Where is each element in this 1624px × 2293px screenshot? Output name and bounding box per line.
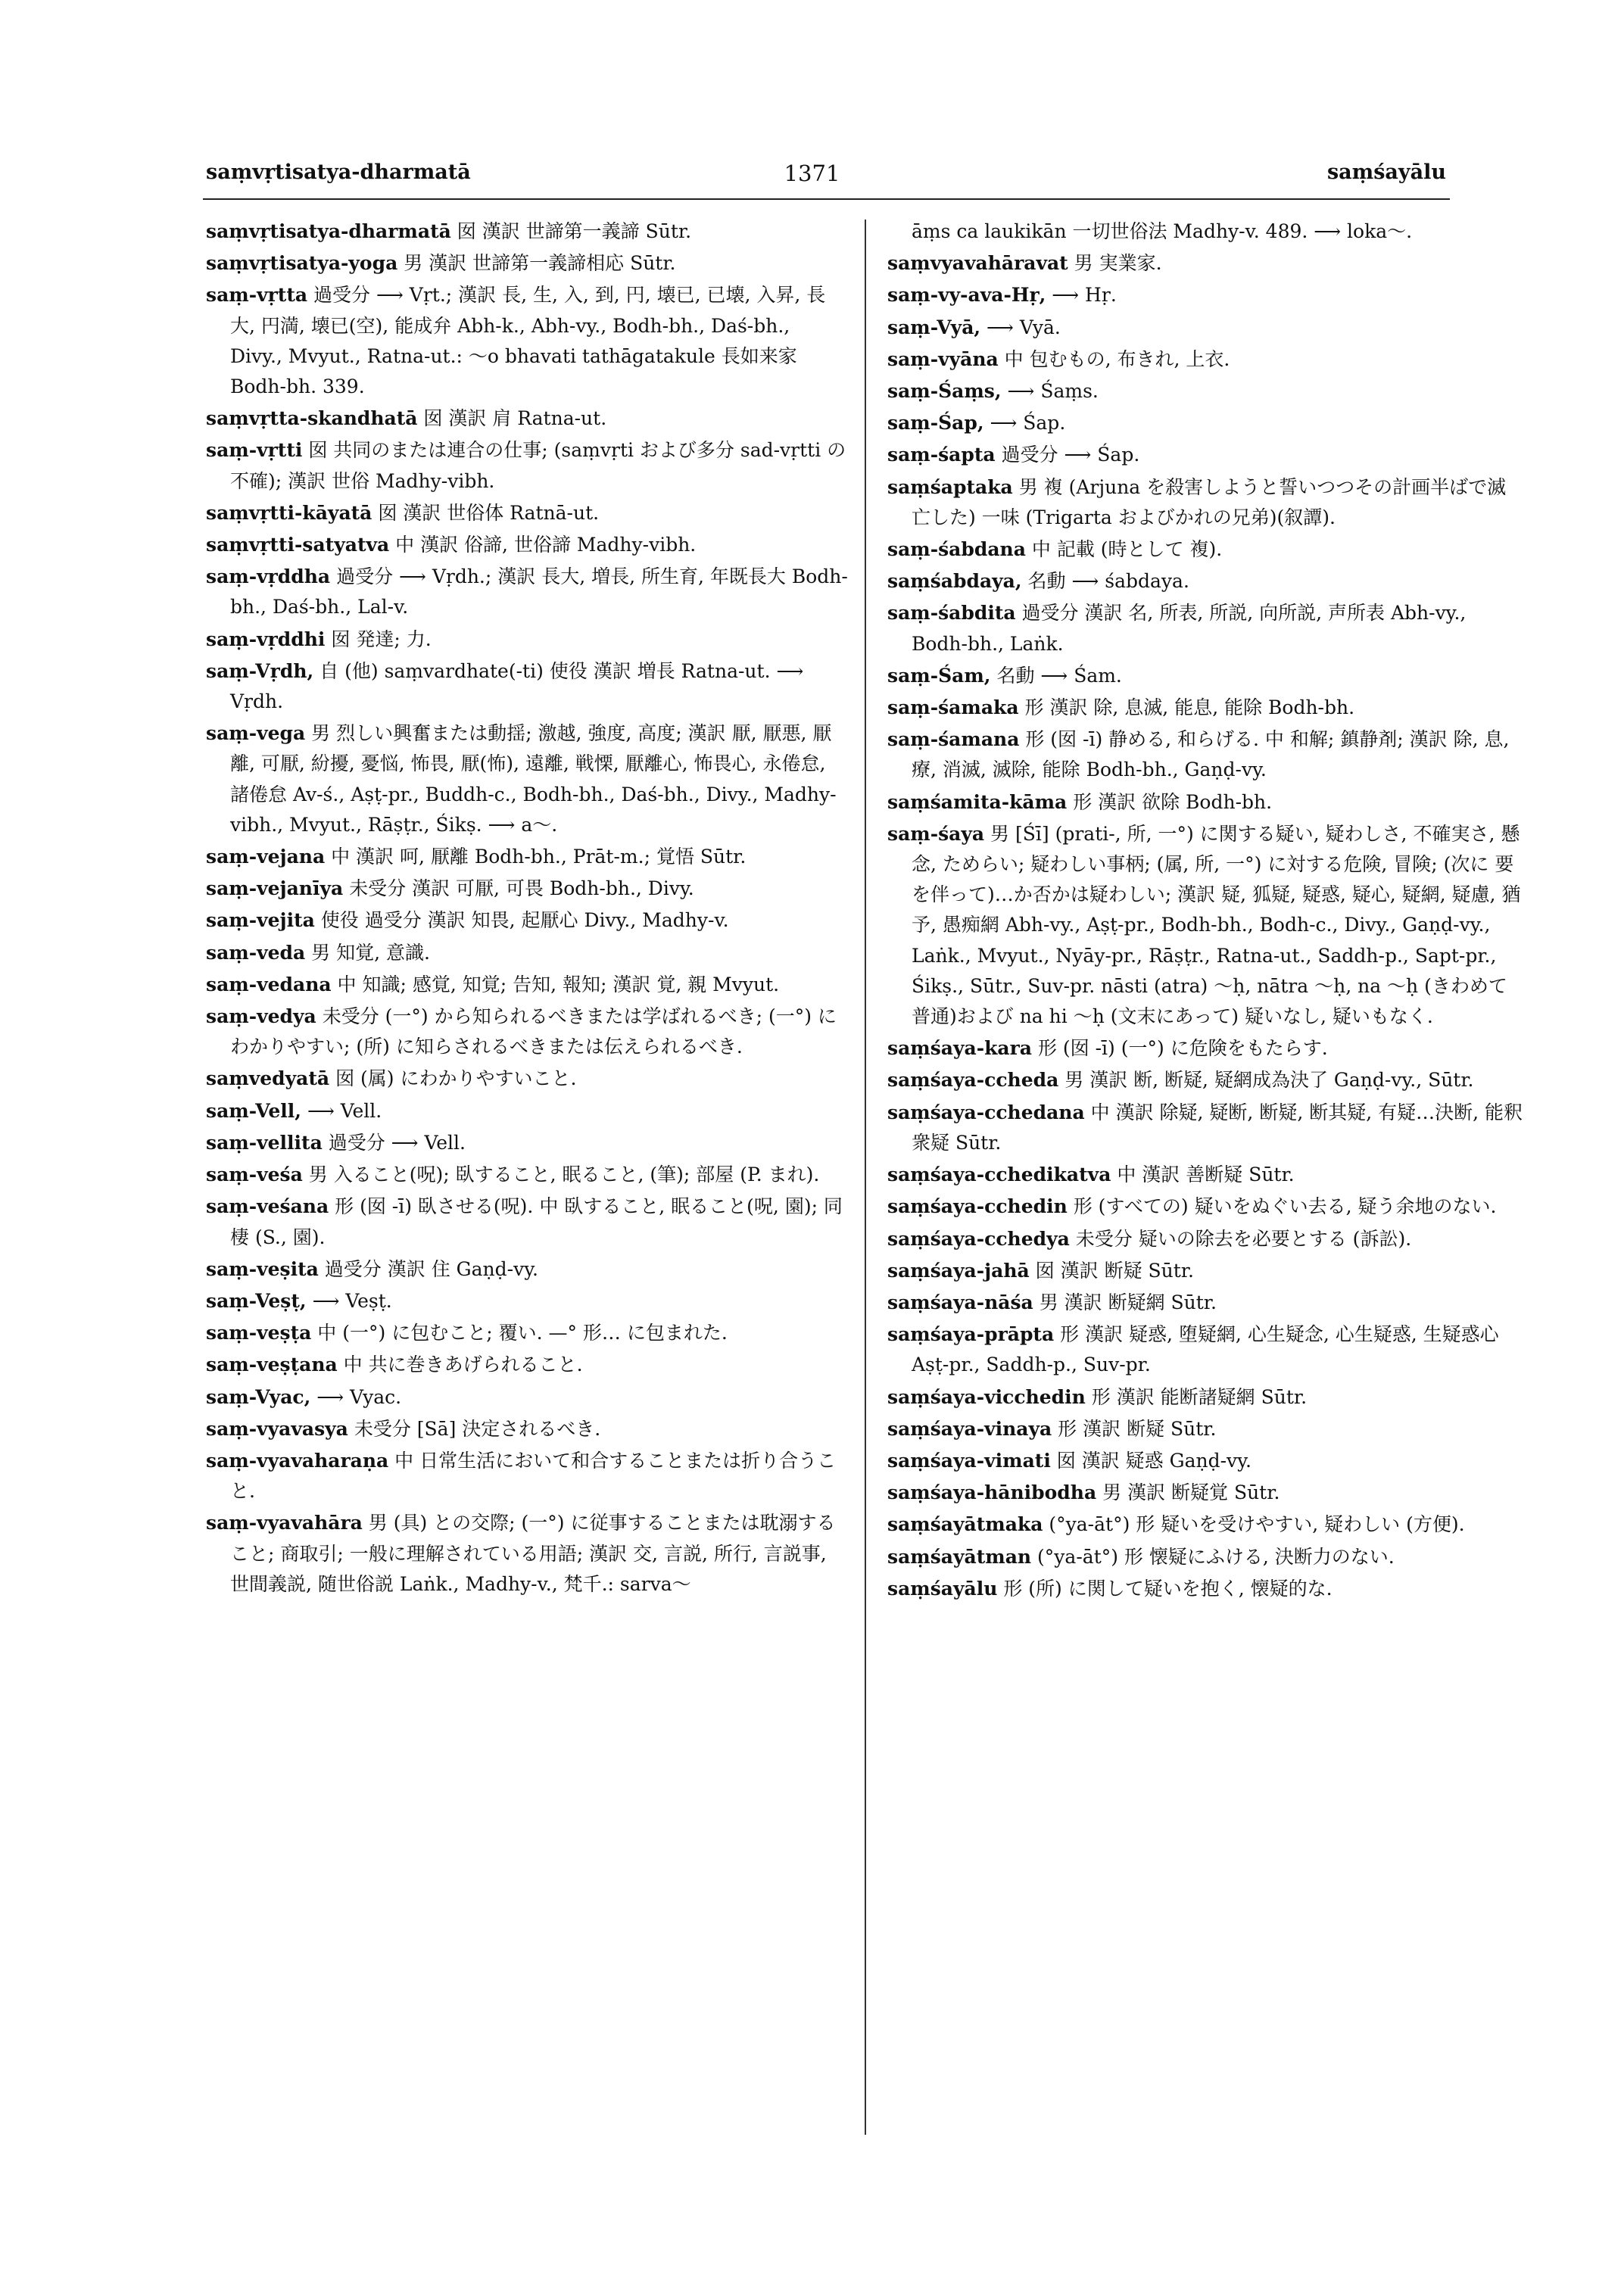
entry-headword: saṃśayālu	[887, 1577, 998, 1600]
entry-headword: saṃśaya-vinaya	[887, 1417, 1052, 1440]
dictionary-entry	[887, 248, 1523, 279]
dictionary-entry	[206, 1160, 848, 1190]
dictionary-entry	[887, 408, 1523, 438]
entry-headword: saṃśaya-cchedin	[887, 1195, 1068, 1218]
entry-definition: 形 漢訳 除, 息滅, 能息, 能除 Bodh-bh.	[1018, 696, 1355, 719]
entry-definition: 形 (所) に関して疑いを抱く, 懐疑的な.	[997, 1577, 1333, 1600]
dictionary-entry	[887, 1319, 1523, 1380]
dictionary-entry	[206, 435, 848, 496]
entry-definition: 囡 漢訳 断疑 Sūtr.	[1029, 1259, 1194, 1282]
entry-definition: 囡 共同のまたは連合の仕事; (saṃvṛti および多分 sad-vṛtti の 不確); 漢訳 世俗 Madhy-vibh.	[230, 439, 846, 492]
entry-definition: 男 実業家.	[1068, 252, 1162, 275]
entry-definition: 男 複 (Arjuna を殺害しようと誓いつつその計画半ばで滅亡した) 一味 (Trigarta およびかれの兄弟)(叙譚).	[912, 475, 1507, 528]
entry-headword: saṃvṛtta-skandhatā	[206, 407, 418, 430]
entry-headword: saṃ-Śam,	[887, 664, 991, 687]
entry-definition: 中 (一°) に包むこと; 覆い. —° 形… に包まれた.	[311, 1322, 728, 1344]
entry-headword: saṃ-vejita	[206, 909, 315, 932]
entry-definition: 男 烈しい興奮または動揺; 激越, 強度, 高度; 漢訳 厭, 厭悪, 厭離, 可厭, 紛擾, 憂悩, 怖畏, 厭(怖), 遠離, 戦慄, 厭離心, 怖畏心, 永倦怠, 諸倦怠 Av-ś., Aṣṭ-pr., Buddh-c., Bodh-bh., Daś-bh., Divy., Madhy-vibh., Mvyut., Rāṣṭr., Śikṣ. ⟶ a～.	[230, 722, 837, 836]
entry-headword: saṃśaya-nāśa	[887, 1291, 1033, 1313]
entry-headword: saṃ-veṣṭa	[206, 1322, 312, 1344]
dictionary-entry	[887, 787, 1523, 818]
dictionary-entry	[206, 1508, 848, 1600]
entry-headword: saṃ-veda	[206, 941, 306, 964]
entry-definition: 中 記載 (時として 複).	[1025, 538, 1223, 561]
entry-definition: 中 漢訳 俗諦, 世俗諦 Madhy-vibh.	[389, 534, 697, 556]
entry-definition: 形 漢訳 能断諸疑網 Sūtr.	[1085, 1385, 1308, 1408]
entry-headword: saṃśaya-vicchedin	[887, 1385, 1086, 1408]
entry-definition: 名動 ⟶ Śam.	[990, 664, 1122, 687]
dictionary-entry	[887, 313, 1523, 343]
entry-headword: saṃ-veṣṭana	[206, 1354, 338, 1376]
dictionary-entry	[887, 1192, 1523, 1222]
dictionary-entry	[206, 1192, 848, 1252]
entry-headword: saṃśabdaya,	[887, 570, 1022, 593]
entry-headword: saṃśaya-jahā	[887, 1259, 1030, 1282]
dictionary-entry	[887, 693, 1523, 723]
dictionary-entry	[887, 724, 1523, 785]
entry-definition: 中 共に巻きあげられること.	[337, 1354, 583, 1376]
entry-definition: 形 漢訳 疑惑, 堕疑網, 心生疑念, 心生疑惑, 生疑惑心 Aṣṭ-pr., Saddh-p., Suv-pr.	[912, 1323, 1499, 1376]
entry-definition: (°ya-āt°) 形 疑いを受けやすい, 疑わしい (方便).	[1043, 1513, 1465, 1536]
dictionary-entry	[887, 217, 1523, 247]
dictionary-entry	[206, 562, 848, 622]
entry-definition: ⟶ Vyac.	[310, 1385, 402, 1408]
dictionary-entry	[887, 819, 1523, 1032]
right-column	[887, 217, 1523, 1606]
dictionary-entry	[887, 1065, 1523, 1095]
entry-headword: saṃvṛtti-kāyatā	[206, 501, 372, 524]
entry-definition: 中 知識; 感覚, 知覚; 告知, 報知; 漢訳 覚, 親 Mvyut.	[331, 973, 780, 995]
dictionary-entry	[206, 403, 848, 434]
entry-headword: saṃ-veśa	[206, 1164, 303, 1186]
entry-headword: saṃśaya-cchedya	[887, 1227, 1070, 1250]
dictionary-entry	[887, 1478, 1523, 1508]
entry-headword: saṃ-Veṣṭ,	[206, 1289, 307, 1312]
entry-definition: 男 知覚, 意識.	[305, 941, 430, 964]
dictionary-entry	[887, 1509, 1523, 1540]
entry-headword: saṃśaptaka	[887, 475, 1013, 498]
entry-headword: saṃ-śapta	[887, 444, 996, 466]
entry-headword: saṃ-śamana	[887, 728, 1020, 751]
dictionary-entry	[887, 1414, 1523, 1444]
entry-definition: 中 漢訳 善断疑 Sūtr.	[1111, 1164, 1295, 1186]
dictionary-entry	[206, 1446, 848, 1506]
entry-headword: saṃ-śaya	[887, 822, 985, 845]
running-head-left: saṃvṛtisatya-dharmatā	[206, 160, 471, 184]
entry-definition: 囡 発達; 力.	[325, 628, 432, 650]
dictionary-entry	[206, 530, 848, 560]
header-rule	[203, 198, 1450, 200]
entry-headword: saṃśayātmaka	[887, 1513, 1043, 1536]
entry-definition: ⟶ Śap.	[983, 412, 1066, 435]
dictionary-entry	[887, 534, 1523, 565]
entry-headword: saṃśamita-kāma	[887, 790, 1068, 813]
entry-definition: 形 漢訳 断疑 Sūtr.	[1052, 1417, 1217, 1440]
dictionary-entry	[887, 1098, 1523, 1158]
entry-headword: saṃśaya-cchedana	[887, 1101, 1085, 1123]
dictionary-entry	[887, 661, 1523, 691]
dictionary-entry	[887, 1446, 1523, 1476]
entry-headword: saṃ-vejana	[206, 846, 326, 868]
dictionary-entry	[206, 1318, 848, 1348]
entry-definition: 中 漢訳 除疑, 疑断, 断疑, 断其疑, 有疑…決断, 能釈衆疑 Sūtr.	[912, 1101, 1523, 1154]
entry-headword: saṃ-vyāna	[887, 347, 999, 370]
entry-headword: saṃvedyatā	[206, 1067, 330, 1090]
entry-headword: saṃ-veśana	[206, 1195, 329, 1218]
entry-headword: saṃśaya-hānibodha	[887, 1481, 1097, 1504]
entry-headword: saṃ-śabdita	[887, 602, 1016, 625]
entry-definition: 過受分 漢訳 名, 所表, 所説, 向所説, 声所表 Abh-vy., Bodh-bh., Laṅk.	[912, 602, 1467, 655]
entry-definition: ⟶ Hṛ.	[1046, 284, 1117, 307]
entry-definition: 男 (具) との交際; (一°) に従事することまたは耽溺すること; 商取引; 一般に理解されている用語; 漢訳 交, 言説, 所行, 言説事, 世間義説, 随世俗説 Laṅk., Madhy-v., 梵千.: sarva～	[230, 1512, 836, 1595]
entry-definition: 過受分 ⟶ Vell.	[322, 1131, 466, 1154]
entry-definition: 未受分 (一°) から知られるべきまたは学ばれるべき; (一°) にわかりやすい; (所) に知らされるべきまたは伝えられるべき.	[230, 1005, 837, 1058]
dictionary-entry	[887, 1256, 1523, 1286]
dictionary-entry	[206, 1254, 848, 1285]
entry-headword: saṃvṛtisatya-dharmatā	[206, 220, 451, 242]
entry-headword: saṃ-vejanīya	[206, 877, 344, 900]
dictionary-entry	[206, 938, 848, 968]
entry-definition: 使役 過受分 漢訳 知畏, 起厭心 Divy., Madhy-v.	[314, 909, 729, 932]
entry-definition: 中 漢訳 呵, 厭離 Bodh-bh., Prāt-m.; 覚悟 Sūtr.	[325, 846, 747, 868]
entry-definition: 自 (他) saṃvardhate(-ti) 使役 漢訳 増長 Ratna-ut. ⟶ Vṛdh.	[230, 659, 804, 713]
dictionary-entry	[887, 1574, 1523, 1604]
entry-headword: saṃ-vyavahāra	[206, 1512, 363, 1534]
entry-definition: ⟶ Śaṃs.	[1001, 380, 1099, 403]
entry-headword: saṃśaya-ccheda	[887, 1069, 1059, 1092]
entry-definition: āṃs ca laukikān 一切世俗法 Madhy-v. 489. ⟶ loka～.	[912, 220, 1413, 242]
left-column	[206, 217, 848, 1601]
dictionary-entry	[887, 1160, 1523, 1190]
page-number: 1371	[784, 160, 840, 186]
entry-definition: 過受分 漢訳 住 Gaṇḍ-vy.	[318, 1257, 538, 1280]
entry-definition: 囡 漢訳 疑惑 Gaṇḍ-vy.	[1050, 1449, 1252, 1472]
dictionary-entry	[206, 280, 848, 402]
entry-definition: 男 漢訳 断, 断疑, 疑網成為決了 Gaṇḍ-vy., Sūtr.	[1058, 1069, 1474, 1092]
entry-definition: 囡 漢訳 世諦第一義諦 Sūtr.	[450, 220, 692, 242]
dictionary-entry	[206, 625, 848, 655]
dictionary-entry	[206, 905, 848, 936]
entry-definition: 過受分 ⟶ Vṛt.; 漢訳 長, 生, 入, 到, 円, 壊已, 已壊, 入昇, 長大, 円満, 壊已(空), 能成弁 Abh-k., Abh-vy., Bodh-bh., Daś-bh., Divy., Mvyut., Ratna-ut.: ～o bhavati tathāgatakule 長如来家 Bodh-bh. 339.	[230, 284, 826, 398]
dictionary-entry	[206, 1382, 848, 1413]
dictionary-entry	[206, 498, 848, 528]
dictionary-entry	[887, 344, 1523, 375]
entry-headword: saṃ-śamaka	[887, 696, 1019, 719]
entry-definition: 名動 ⟶ śabdaya.	[1021, 570, 1189, 593]
entry-definition: ⟶ Vell.	[301, 1099, 382, 1122]
entry-headword: saṃ-Śaṃs,	[887, 380, 1002, 403]
dictionary-entry	[887, 566, 1523, 597]
entry-headword: saṃśaya-kara	[887, 1037, 1032, 1060]
entry-headword: saṃ-vellita	[206, 1131, 323, 1154]
entry-definition: 男 漢訳 断疑覚 Sūtr.	[1096, 1481, 1280, 1504]
dictionary-entry	[206, 874, 848, 904]
dictionary-entry	[887, 280, 1523, 310]
entry-definition: (°ya-āt°) 形 懐疑にふける, 決断力のない.	[1031, 1545, 1395, 1568]
entry-headword: saṃśayātman	[887, 1545, 1032, 1568]
entry-definition: 過受分 ⟶ Śap.	[995, 444, 1140, 466]
dictionary-entry	[206, 1064, 848, 1094]
entry-definition: 形 漢訳 欲除 Bodh-bh.	[1067, 790, 1273, 813]
column-divider	[865, 220, 866, 2135]
dictionary-entry	[887, 1033, 1523, 1064]
dictionary-entry	[887, 376, 1523, 407]
entry-headword: saṃśaya-prāpta	[887, 1323, 1055, 1346]
entry-definition: 中 包むもの, 布きれ, 上衣.	[998, 347, 1230, 370]
entry-headword: saṃ-śabdana	[887, 538, 1026, 561]
entry-definition: 男 [Śī] (prati-, 所, 一°) に関する疑い, 疑わしさ, 不確実さ, 懸念, ためらい; 疑わしい事柄; (属, 所, 一°) に対する危険, 冒険; (次に 要を伴って)…か否かは疑わしい; 漢訳 疑, 狐疑, 疑惑, 疑心, 疑網, 疑慮, 猶予, 愚痴網 Abh-vy., Aṣṭ-pr., Bodh-bh., Bodh-c., Divy., Gaṇḍ-vy., Laṅk., Mvyut., Nyāy-pr., Rāṣṭr., Ratna-ut., Saddh-p., Sapt-pr., Śikṣ., Sūtr., Suv-pr. nāsti (atra) ～ḥ, nātra ～ḥ, na ～ḥ (きわめて普通)および na hi ～ḥ (文末にあって) 疑いなし, 疑いもなく.	[912, 822, 1521, 1028]
entry-definition: 未受分 疑いの除去を必要とする (訴訟).	[1069, 1227, 1412, 1250]
entry-headword: saṃ-Vṛdh,	[206, 659, 314, 682]
entry-definition: 形 (囡 -ī) (一°) に危険をもたらす.	[1032, 1037, 1328, 1060]
entry-headword: saṃ-vy-ava-Hṛ,	[887, 284, 1046, 307]
entry-headword: saṃvṛtti-satyatva	[206, 534, 390, 556]
entry-definition: ⟶ Veṣṭ.	[306, 1289, 392, 1312]
dictionary-entry	[206, 1002, 848, 1062]
entry-headword: saṃśaya-vimati	[887, 1449, 1051, 1472]
entry-headword: saṃ-Śap,	[887, 412, 984, 435]
entry-headword: saṃ-vyavaharaṇa	[206, 1449, 389, 1472]
dictionary-entry	[206, 1414, 848, 1444]
entry-headword: saṃvyavahāravat	[887, 252, 1068, 275]
dictionary-entry	[206, 1096, 848, 1126]
entry-definition: 囡 漢訳 肩 Ratna-ut.	[417, 407, 607, 430]
dictionary-entry	[206, 217, 848, 247]
entry-definition: 中 日常生活において和合することまたは折り合うこと.	[230, 1449, 837, 1503]
dictionary-entry	[887, 472, 1523, 533]
entry-headword: saṃ-vṛtta	[206, 284, 308, 307]
entry-definition: 男 漢訳 世諦第一義諦相応 Sūtr.	[397, 252, 676, 275]
entry-headword: saṃ-veṣita	[206, 1257, 319, 1280]
dictionary-entry	[887, 598, 1523, 659]
running-head-right: saṃśayālu	[1326, 160, 1446, 184]
entry-definition: 未受分 [Sā] 決定されるべき.	[348, 1417, 601, 1440]
entry-headword: saṃśaya-cchedikatva	[887, 1164, 1111, 1186]
entry-definition: 過受分 ⟶ Vṛdh.; 漢訳 長大, 増長, 所生育, 年既長大 Bodh-bh., Daś-bh., Lal-v.	[230, 565, 848, 618]
dictionary-entry	[206, 970, 848, 1000]
dictionary-entry	[206, 1350, 848, 1380]
dictionary-entry	[206, 248, 848, 279]
dictionary-entry	[887, 1382, 1523, 1413]
dictionary-entry	[206, 656, 848, 717]
entry-headword: saṃ-vṛddha	[206, 565, 331, 588]
entry-definition: 男 入ること(呪); 臥すること, 眠ること, (筆); 部屋 (P. まれ).	[302, 1164, 820, 1186]
entry-headword: saṃ-Vyac,	[206, 1385, 311, 1408]
entry-headword: saṃ-Vyā,	[887, 316, 981, 338]
entry-headword: saṃvṛtisatya-yoga	[206, 252, 398, 275]
dictionary-entry	[206, 1128, 848, 1158]
dictionary-entry	[887, 1288, 1523, 1318]
entry-headword: saṃ-vyavasya	[206, 1417, 348, 1440]
entry-headword: saṃ-vedana	[206, 973, 332, 995]
entry-headword: saṃ-vedya	[206, 1005, 316, 1028]
dictionary-entry	[206, 1286, 848, 1316]
entry-headword: saṃ-vṛtti	[206, 439, 303, 462]
entry-headword: saṃ-vega	[206, 722, 306, 745]
entry-definition: 形 (すべての) 疑いをぬぐい去る, 疑う余地のない.	[1067, 1195, 1497, 1218]
entry-headword: saṃ-Vell,	[206, 1099, 301, 1122]
entry-definition: 囡 (属) にわかりやすいこと.	[329, 1067, 577, 1090]
dictionary-entry	[206, 718, 848, 840]
dictionary-entry	[887, 1224, 1523, 1254]
dictionary-entry	[887, 440, 1523, 470]
entry-definition: 形 (囡 -ī) 臥させる(呪). 中 臥すること, 眠ること(呪, 園); 同棲 (S., 園).	[230, 1195, 843, 1248]
entry-definition: ⟶ Vyā.	[980, 316, 1061, 338]
entry-definition: 囡 漢訳 世俗体 Ratnā-ut.	[372, 501, 600, 524]
entry-definition: 未受分 漢訳 可厭, 可畏 Bodh-bh., Divy.	[343, 877, 694, 900]
dictionary-entry	[206, 842, 848, 872]
entry-headword: saṃ-vṛddhi	[206, 628, 326, 650]
entry-definition: 男 漢訳 断疑網 Sūtr.	[1033, 1291, 1217, 1313]
entry-definition: 形 (囡 -ī) 静める, 和らげる. 中 和解; 鎮静剤; 漢訳 除, 息, 療, 消滅, 滅除, 能除 Bodh-bh., Gaṇḍ-vy.	[912, 728, 1510, 781]
dictionary-entry	[887, 1542, 1523, 1572]
